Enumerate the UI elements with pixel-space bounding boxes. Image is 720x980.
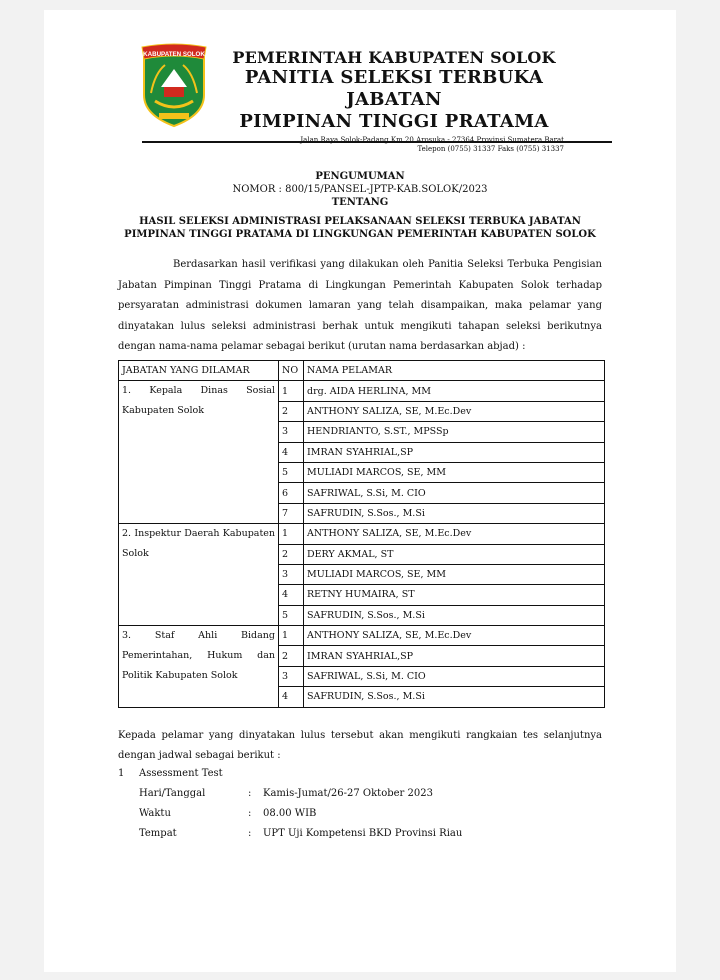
position-cell: 2. Inspektur Daerah Kabupaten Solok xyxy=(119,524,279,626)
applicant-name-cell: SAFRUDIN, S.Sos., M.Si xyxy=(304,687,605,707)
announcement-subject-1: HASIL SELEKSI ADMINISTRASI PELAKSANAAN SELEKSI TERBUKA JABATAN xyxy=(139,216,581,227)
applicant-no-cell: 3 xyxy=(279,564,304,584)
intro-paragraph: Berdasarkan hasil verifikasi yang dilakukan oleh Panitia Seleksi Terbuka Pengisian Jabatan Pimpinan Tinggi Pratama di Lingkungan Pemerintah Kabupaten Solok terhadap persyaratan administrasi dokumen lamaran yang telah disampaikan, maka pelamar yang dinyatakan lulus seleksi administrasi berhak untuk mengikuti tahapan seleksi berikutnya dengan nama-nama pelamar sebagai berikut (urutan nama berdasarkan abjad) : xyxy=(118,259,602,352)
header-no: NO xyxy=(279,361,304,381)
position-cell: 3. Staf Ahli Bidang Pemerintahan, Hukum dan Politik Kabupaten Solok xyxy=(119,626,279,708)
announcement-title xyxy=(44,170,676,241)
letterhead xyxy=(224,48,564,154)
letterhead-phone: Telepon (0755) 31337 Faks (0755) 31337 xyxy=(417,145,564,153)
table-row xyxy=(119,626,605,646)
applicant-no-cell: 3 xyxy=(279,666,304,686)
position-cell: 1. Kepala Dinas Sosial Kabupaten Solok xyxy=(119,381,279,524)
schedule-place-value: UPT Uji Kompetensi BKD Provinsi Riau xyxy=(263,828,463,839)
applicant-name-cell: MULIADI MARCOS, SE, MM xyxy=(304,564,605,584)
applicant-no-cell: 4 xyxy=(279,585,304,605)
applicant-no-cell: 2 xyxy=(279,544,304,564)
applicant-name-cell: ANTHONY SALIZA, SE, M.Ec.Dev xyxy=(304,626,605,646)
applicant-name-cell: ANTHONY SALIZA, SE, M.Ec.Dev xyxy=(304,401,605,421)
applicant-no-cell: 4 xyxy=(279,442,304,462)
schedule-place-sep: : xyxy=(248,828,252,839)
followup-paragraph: Kepada pelamar yang dinyatakan lulus tersebut akan mengikuti rangkaian tes selanjutnya dengan jadwal sebagai berikut : xyxy=(118,730,602,761)
announcement-label: PENGUMUMAN xyxy=(315,171,405,182)
kabupaten-solok-logo xyxy=(141,43,207,128)
applicant-no-cell: 5 xyxy=(279,605,304,625)
applicant-name-cell: ANTHONY SALIZA, SE, M.Ec.Dev xyxy=(304,524,605,544)
applicant-no-cell: 7 xyxy=(279,503,304,523)
announcement-about: TENTANG xyxy=(331,197,389,208)
document-page xyxy=(44,10,676,972)
header-name: NAMA PELAMAR xyxy=(304,361,605,381)
applicant-no-cell: 2 xyxy=(279,401,304,421)
applicant-no-cell: 4 xyxy=(279,687,304,707)
applicant-name-cell: SAFRIWAL, S.Si, M. CIO xyxy=(304,666,605,686)
schedule-time-value: 08.00 WIB xyxy=(263,808,317,819)
schedule-item-title: Assessment Test xyxy=(139,768,223,779)
applicant-no-cell: 6 xyxy=(279,483,304,503)
letterhead-line-3: PIMPINAN TINGGI PRATAMA xyxy=(239,111,549,132)
table-header-row xyxy=(119,361,605,381)
applicant-name-cell: HENDRIANTO, S.ST., MPSSp xyxy=(304,422,605,442)
applicant-name-cell: drg. AIDA HERLINA, MM xyxy=(304,381,605,401)
applicant-no-cell: 1 xyxy=(279,626,304,646)
applicant-name-cell: SAFRIWAL, S.Si, M. CIO xyxy=(304,483,605,503)
applicant-name-cell: IMRAN SYAHRIAL,SP xyxy=(304,442,605,462)
announcement-number: NOMOR : 800/15/PANSEL-JPTP-KAB.SOLOK/2023 xyxy=(232,184,488,195)
applicant-name-cell: MULIADI MARCOS, SE, MM xyxy=(304,462,605,482)
schedule-date-sep: : xyxy=(248,788,252,799)
applicant-name-cell: SAFRUDIN, S.Sos., M.Si xyxy=(304,605,605,625)
logo-text: KABUPATEN SOLOK xyxy=(143,51,205,58)
letterhead-address: Jalan Raya Solok-Padang Km 20 Arosuka - 27364 Provinsi Sumatera Barat xyxy=(300,136,564,144)
schedule-item-no: 1 xyxy=(118,768,125,779)
applicant-no-cell: 3 xyxy=(279,422,304,442)
applicant-no-cell: 5 xyxy=(279,462,304,482)
letterhead-line-2: PANITIA SELEKSI TERBUKA JABATAN xyxy=(244,67,544,110)
schedule-date-label: Hari/Tanggal xyxy=(139,788,206,799)
schedule-time-label: Waktu xyxy=(139,808,171,819)
applicant-no-cell: 1 xyxy=(279,381,304,401)
letterhead-line-1: PEMERINTAH KABUPATEN SOLOK xyxy=(232,48,556,67)
table-row xyxy=(119,381,605,401)
schedule-time-sep: : xyxy=(248,808,252,819)
header-position: JABATAN YANG DILAMAR xyxy=(119,361,279,381)
applicant-name-cell: SAFRUDIN, S.Sos., M.Si xyxy=(304,503,605,523)
schedule-place-label: Tempat xyxy=(139,828,177,839)
table-row xyxy=(119,524,605,544)
applicant-name-cell: RETNY HUMAIRA, ST xyxy=(304,585,605,605)
applicant-name-cell: IMRAN SYAHRIAL,SP xyxy=(304,646,605,666)
schedule-date-value: Kamis-Jumat/26-27 Oktober 2023 xyxy=(263,788,433,799)
applicant-name-cell: DERY AKMAL, ST xyxy=(304,544,605,564)
applicant-no-cell: 2 xyxy=(279,646,304,666)
applicants-table xyxy=(118,360,605,708)
announcement-subject-2: PIMPINAN TINGGI PRATAMA DI LINGKUNGAN PEMERINTAH KABUPATEN SOLOK xyxy=(124,229,596,240)
applicant-no-cell: 1 xyxy=(279,524,304,544)
letterhead-rule xyxy=(142,141,612,143)
